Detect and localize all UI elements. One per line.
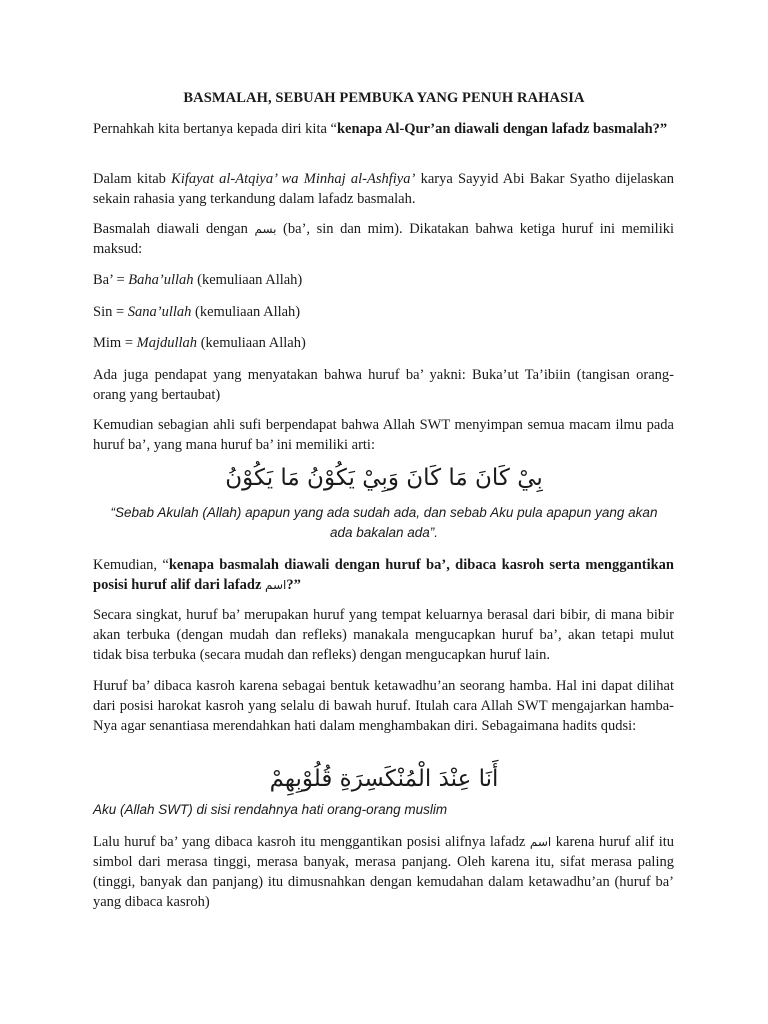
alif-intro: Lalu huruf ba’ yang dibaca kasroh itu menggantikan posisi alifnya lafadz bbox=[93, 834, 530, 850]
arabic-quote-2: أَنَا عِنْدَ الْمُنْكَسِرَةِ قُلُوْبِهِمْ bbox=[269, 766, 499, 792]
ba-label: Ba’ = bbox=[93, 272, 129, 288]
arabic-bsm: بسم bbox=[254, 222, 277, 236]
document-title: BASMALAH, SEBUAH PEMBUKA YANG PENUH RAHASIA bbox=[183, 90, 585, 106]
arabic-ism-1: اسم bbox=[265, 578, 287, 592]
sin-meaning: Sana’ullah bbox=[127, 304, 192, 320]
letters-rest: (ba’, sin dan mim). Dikatakan bahwa ketiga huruf ini memiliki maksud: bbox=[93, 221, 674, 257]
caption-quote-1: “Sebab Akulah (Allah) apapun yang ada sudah ada, dan sebab Aku pula apapun yang akan ada bakalan ada”. bbox=[110, 505, 658, 540]
paragraph-lips: Secara singkat, huruf ba’ merupakan huruf yang tempat keluarnya berasal dari bibir, di mana bibir akan terbuka (dengan mudah dan refleks) manakala mengucapkan huruf ba’, akan tetapi mulut tidak bisa terbuka (secara mudah dan refleks) dengan mengucapkan huruf lain. bbox=[93, 607, 674, 663]
paragraph-tawadhu: Huruf ba’ dibaca kasroh karena sebagai bentuk ketawadhu’an seorang hamba. Hal ini dapat dilihat dari posisi harokat kasroh yang selalu di bawah huruf. Itulah cara Allah SWT mengajarkan hamba-Nya agar senantiasa merendahkan hati dalam menghambakan diri. Sebagaimana hadits qudsi: bbox=[93, 678, 674, 734]
paragraph-kasroh-question bbox=[93, 555, 674, 595]
arabic-quote-1: بِيْ كَانَ مَا كَانَ وَبِيْ يَكُوْنُ مَا يَكُوْنُ bbox=[225, 465, 543, 491]
kitab-title: Kifayat al-Atqiya’ wa Minhaj al-Ashfiya’ bbox=[171, 171, 416, 187]
letters-intro: Basmalah diawali dengan bbox=[93, 221, 255, 237]
paragraph-sufi: Kemudian sebagian ahli sufi berpendapat bahwa Allah SWT menyimpan semua macam ilmu pada huruf ba’, yang mana huruf ba’ ini memiliki arti: bbox=[93, 417, 674, 453]
kitab-rest: karya Sayyid Abi Bakar Syatho dijelaskan sekain rahasia yang terkandung dalam lafadz basmalah. bbox=[93, 171, 674, 207]
kasroh-intro: Kemudian, “ bbox=[93, 557, 169, 573]
kitab-intro: Dalam kitab bbox=[93, 171, 172, 187]
ba-meaning: Baha’ullah bbox=[128, 272, 194, 288]
question-intro: Pernahkah kita bertanya kepada diri kita “ bbox=[93, 121, 337, 137]
mim-meaning: Majdullah bbox=[136, 335, 198, 351]
line-mim bbox=[93, 333, 674, 353]
paragraph-alif bbox=[93, 832, 674, 912]
arabic-ism-2: اسم bbox=[529, 835, 552, 849]
alif-rest: karena huruf alif itu simbol dari merasa tinggi, merasa banyak, merasa panjang. Oleh karena itu, sifat merasa paling (tinggi, banyak dan panjang) itu dimusnahkan dengan kemudahan dalam ketawadhu’an (huruf ba’ yang dibaca kasroh) bbox=[93, 834, 675, 910]
paragraph-basmalah-letters bbox=[93, 219, 674, 259]
mim-note: (kemuliaan Allah) bbox=[197, 335, 306, 351]
line-sin bbox=[93, 302, 674, 322]
mim-label: Mim = bbox=[93, 335, 137, 351]
ba-note: (kemuliaan Allah) bbox=[193, 272, 303, 288]
sin-note: (kemuliaan Allah) bbox=[191, 304, 301, 320]
paragraph-bukaut: Ada juga pendapat yang menyatakan bahwa huruf ba’ yakni: Buka’ut Ta’ibiin (tangisan orang-orang yang bertaubat) bbox=[93, 367, 674, 403]
sin-label: Sin = bbox=[93, 304, 128, 320]
kasroh-bold: kenapa basmalah diawali dengan huruf ba’, dibaca kasroh serta menggantikan posisi huruf alif dari lafadz bbox=[93, 557, 674, 593]
question-bold: kenapa Al-Qur’an diawali dengan lafadz basmalah?” bbox=[336, 121, 668, 137]
caption-quote-2: Aku (Allah SWT) di sisi rendahnya hati orang-orang muslim bbox=[93, 802, 448, 817]
kasroh-end: ?” bbox=[286, 577, 301, 593]
paragraph-question bbox=[93, 119, 674, 139]
paragraph-kitab bbox=[93, 169, 674, 209]
line-ba bbox=[93, 270, 674, 290]
